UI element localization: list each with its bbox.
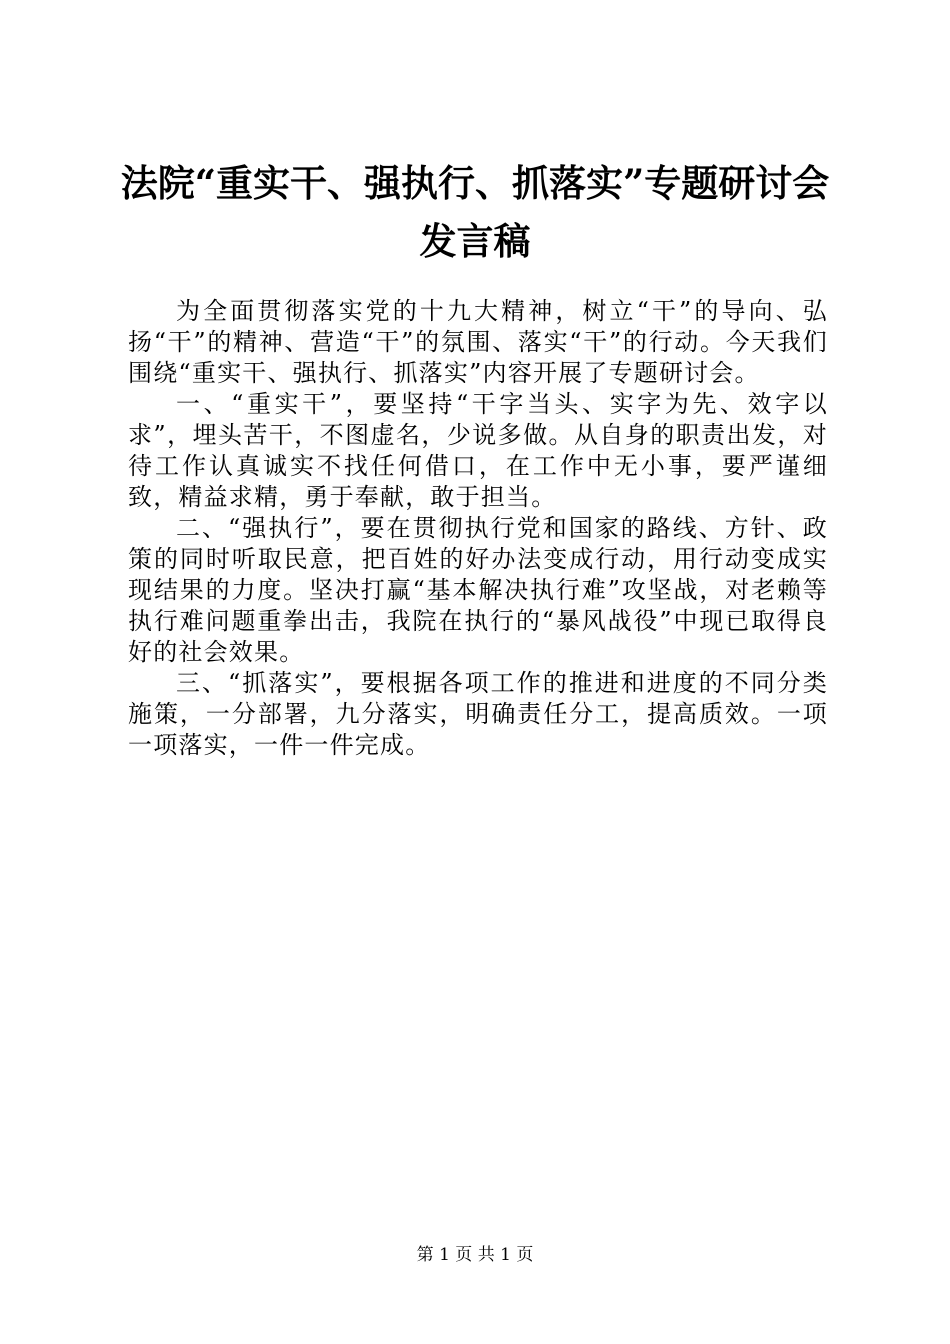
document-body <box>128 296 828 761</box>
paragraph-point-1: 一、“重实干”，要坚持“干字当头、实字为先、效字以求”，埋头苦干，不图虚名，少说多做。从自身的职责出发，对待工作认真诚实不找任何借口，在工作中无小事，要严谨细致，精益求精，勇于奉献，敢于担当。 <box>128 390 828 511</box>
paragraph-intro: 为全面贯彻落实党的十九大精神，树立“干”的导向、弘扬“干”的精神、营造“干”的氛围、落实“干”的行动。今天我们围绕“重实干、强执行、抓落实”内容开展了专题研讨会。 <box>128 297 828 387</box>
paragraph-point-3: 三、“抓落实”，要根据各项工作的推进和进度的不同分类施策，一分部署，九分落实，明确责任分工，提高质效。一项一项落实，一件一件完成。 <box>128 669 828 759</box>
document-title-line-1: 法院“重实干、强执行、抓落实”专题研讨会 <box>120 161 830 205</box>
document-title-line-2: 发言稿 <box>419 219 531 263</box>
page-number-footer: 第 1 页 共 1 页 <box>416 1245 534 1265</box>
paragraph-point-2: 二、“强执行”，要在贯彻执行党和国家的路线、方针、政策的同时听取民意，把百姓的好办法变成行动，用行动变成实现结果的力度。坚决打赢“基本解决执行难”攻坚战，对老赖等执行难问题重拳出击，我院在执行的“暴风战役”中现已取得良好的社会效果。 <box>128 514 828 666</box>
